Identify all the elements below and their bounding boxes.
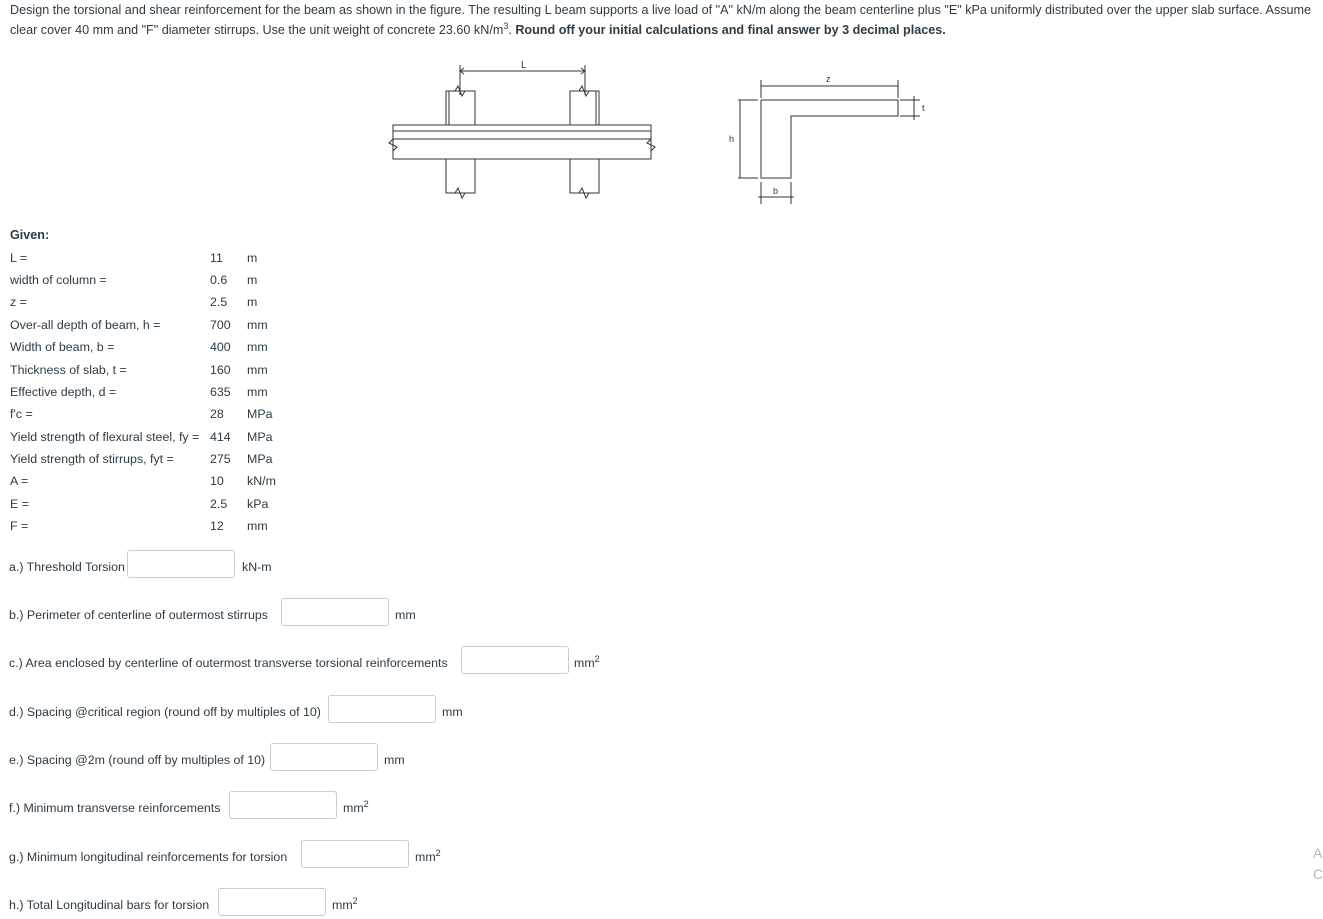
given-unit: m xyxy=(247,295,258,309)
question-unit xyxy=(343,798,369,815)
question-label: f.) Minimum transverse reinforcements xyxy=(9,801,221,815)
min-longitudinal-input[interactable] xyxy=(301,840,409,868)
section-label-h: h xyxy=(729,134,735,144)
unit-text: mm xyxy=(343,801,364,815)
question-label: a.) Threshold Torsion xyxy=(9,560,125,574)
unit-exponent: 2 xyxy=(363,798,369,809)
enclosed-area-input[interactable] xyxy=(461,646,569,674)
given-value: 275 xyxy=(210,452,231,466)
given-value: 11 xyxy=(210,251,223,265)
given-value: 160 xyxy=(210,363,231,377)
unit-text: mm xyxy=(332,898,353,912)
edge-glyph: C xyxy=(1313,866,1323,882)
spacing-2m-input[interactable] xyxy=(270,743,378,771)
given-label: Effective depth, d = xyxy=(10,385,117,399)
given-title: Given: xyxy=(10,228,50,242)
given-label: F = xyxy=(10,519,29,533)
given-value: 2.5 xyxy=(210,295,228,309)
given-value: 12 xyxy=(210,519,224,533)
unit-text: mm xyxy=(415,850,436,864)
given-value: 2.5 xyxy=(210,497,228,511)
problem-text-2: . xyxy=(508,23,516,37)
question-unit xyxy=(415,847,441,864)
given-unit: MPa xyxy=(247,430,273,444)
section-label-b: b xyxy=(773,186,779,196)
problem-instruction: Round off your initial calculations and final answer by 3 decimal places. xyxy=(515,23,946,37)
given-value: 28 xyxy=(210,407,224,421)
unit-exponent: 2 xyxy=(352,895,358,906)
unit-text: mm xyxy=(442,705,463,719)
unit-exponent: 2 xyxy=(594,653,600,664)
given-unit: m xyxy=(247,273,258,287)
question-label: h.) Total Longitudinal bars for torsion xyxy=(9,898,210,912)
given-label: Over-all depth of beam, h = xyxy=(10,318,161,332)
given-unit: kPa xyxy=(247,497,269,511)
given-unit: MPa xyxy=(247,407,273,421)
question-label: g.) Minimum longitudinal reinforcements for torsion xyxy=(9,850,288,864)
question-unit xyxy=(242,560,272,574)
spacing-critical-input[interactable] xyxy=(328,695,436,723)
threshold-torsion-input[interactable] xyxy=(127,550,235,578)
total-longitudinal-input[interactable] xyxy=(218,888,326,916)
stirrup-perimeter-input[interactable] xyxy=(281,598,389,626)
given-label: width of column = xyxy=(10,273,107,287)
given-label: f'c = xyxy=(10,407,33,421)
given-label: A = xyxy=(10,474,29,488)
given-unit: kN/m xyxy=(247,474,276,488)
unit-text: mm xyxy=(574,656,595,670)
unit-exponent: 2 xyxy=(435,847,441,858)
plan-label-L: L xyxy=(521,60,527,71)
given-unit: MPa xyxy=(247,452,273,466)
edge-glyph: A xyxy=(1313,845,1323,861)
given-label: z = xyxy=(10,295,27,309)
given-unit: mm xyxy=(247,340,268,354)
unit-text: mm xyxy=(384,753,405,767)
min-transverse-input[interactable] xyxy=(229,791,337,819)
question-unit xyxy=(574,653,600,670)
given-label: Yield strength of flexural steel, fy = xyxy=(10,430,200,444)
unit-text: mm xyxy=(395,608,416,622)
given-value: 635 xyxy=(210,385,231,399)
l-section-figure xyxy=(728,70,938,210)
given-label: Yield strength of stirrups, fyt = xyxy=(10,452,174,466)
section-label-z: z xyxy=(826,74,831,84)
given-value: 0.6 xyxy=(210,273,228,287)
question-unit xyxy=(332,895,358,912)
question-label: c.) Area enclosed by centerline of outermost transverse torsional reinforcements xyxy=(9,656,448,670)
given-value: 10 xyxy=(210,474,224,488)
problem-unit-exponent: 3 xyxy=(503,20,509,31)
section-label-t: t xyxy=(922,103,925,113)
given-label: L = xyxy=(10,251,28,265)
given-unit: mm xyxy=(247,318,268,332)
question-unit xyxy=(384,753,405,767)
question-unit xyxy=(395,608,416,622)
given-unit: m xyxy=(247,251,258,265)
given-label: Width of beam, b = xyxy=(10,340,115,354)
given-unit: mm xyxy=(247,385,268,399)
given-label: Thickness of slab, t = xyxy=(10,363,127,377)
given-unit: mm xyxy=(247,519,268,533)
question-unit xyxy=(442,705,463,719)
given-label: E = xyxy=(10,497,29,511)
question-label: e.) Spacing @2m (round off by multiples of 10) xyxy=(9,753,266,767)
problem-text: Design the torsional and shear reinforcement for the beam as shown in the figure. The resulting L beam supports a live load of "A" kN/m along the beam centerline plus "E" kPa uniformly distributed over the upper slab surface. Assume clear cover 40 mm and "F" diameter stirrups. Use the unit weight of concrete 23.60 kN/m xyxy=(10,3,1312,37)
given-unit: mm xyxy=(247,363,268,377)
question-label: b.) Perimeter of centerline of outermost stirrups xyxy=(9,608,268,622)
given-value: 700 xyxy=(210,318,231,332)
given-value: 400 xyxy=(210,340,231,354)
question-label: d.) Spacing @critical region (round off by multiples of 10) xyxy=(9,705,321,719)
given-value: 414 xyxy=(210,430,231,444)
problem-statement xyxy=(10,0,1315,40)
beam-plan-figure xyxy=(385,55,665,205)
unit-text: kN-m xyxy=(242,560,272,574)
